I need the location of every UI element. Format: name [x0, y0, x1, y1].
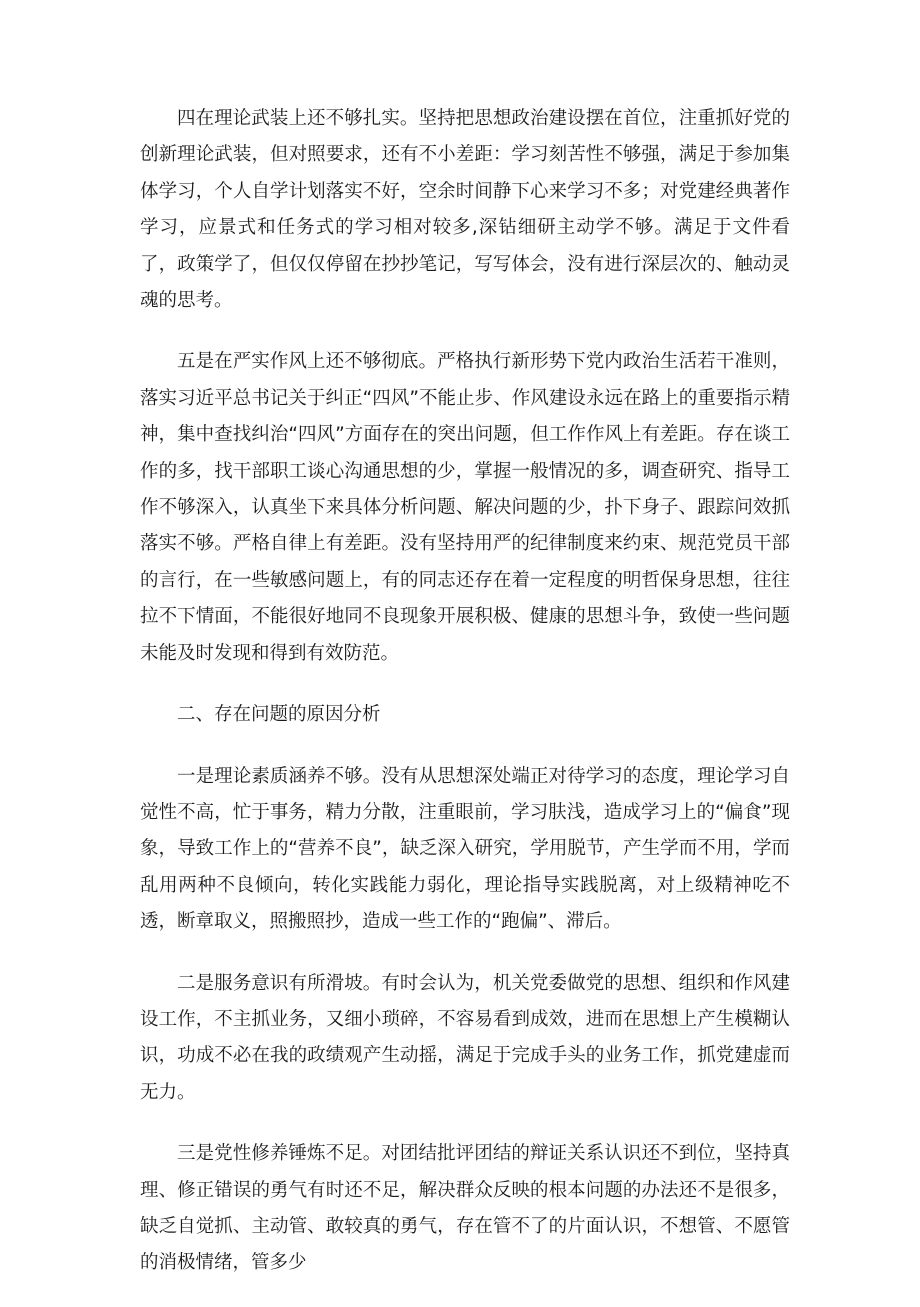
paragraph-work-style: 五是在严实作风上还不够彻底。严格执行新形势下党内政治生活若干准则，落实习近平总书记关于纠正“四风”不能止步、作风建设永远在路上的重要指示精神，集中查找纠治“四风”方面存在的突出问题，但工作作风上有差距。存在谈工作的多，找干部职工谈心沟通思想的少，掌握一般情况的多，调查研究、指导工作不够深入，认真坐下来具体分析问题、解决问题的少，扑下身子、跟踪问效抓落实不够。严格自律上有差距。没有坚持用严的纪律制度来约束、规范党员干部的言行，在一些敏感问题上，有的同志还存在着一定程度的明哲保身思想，往往拉不下情面，不能很好地同不良现象开展积极、健康的思想斗争，致使一些问题未能及时发现和得到有效防范。	[140, 351, 790, 664]
paragraph-theory-arming: 四在理论武装上还不够扎实。坚持把思想政治建设摆在首位，注重抓好党的创新理论武装，但对照要求，还有不小差距：学习刻苦性不够强，满足于参加集体学习，个人自学计划落实不好，空余时间静下心来学习不多；对党建经典著作学习，应景式和任务式的学习相对较多,深钻细研主动学不够。满足于文件看了，政策学了，但仅仅停留在抄抄笔记，写写体会，没有进行深层次的、触动灵魂的思考。	[140, 108, 790, 312]
section-heading-cause-analysis: 二、存在问题的原因分析	[177, 704, 381, 726]
paragraph-party-spirit: 三是党性修养锤炼不足。对团结批评团结的辩证关系认识还不到位，坚持真理、修正错误的勇气有时还不足，解决群众反映的根本问题的办法还不是很多，缺乏自觉抓、主动管、敢较真的勇气，存在管不了的片面认识，不想管、不愿管的消极情绪，管多少	[140, 1143, 790, 1274]
document-body	[140, 101, 790, 1307]
paragraph-theory-quality: 一是理论素质涵养不够。没有从思想深处端正对待学习的态度，理论学习自觉性不高，忙于事务，精力分散，注重眼前，学习肤浅，造成学习上的“偏食”现象，导致工作上的“营养不良”，缺乏深入研究，学用脱节，产生学而不用，学而乱用两种不良倾向，转化实践能力弱化，理论指导实践脱离，对上级精神吃不透，断章取义，照搬照抄，造成一些工作的“跑偏”、滞后。	[140, 765, 790, 933]
paragraph-service-awareness: 二是服务意识有所滑坡。有时会认为，机关党委做党的思想、组织和作风建设工作，不主抓业务，又细小琐碎，不容易看到成效，进而在思想上产生模糊认识，功成不必在我的政绩观产生动摇，满足于完成手头的业务工作，抓党建虚而无力。	[140, 972, 790, 1103]
